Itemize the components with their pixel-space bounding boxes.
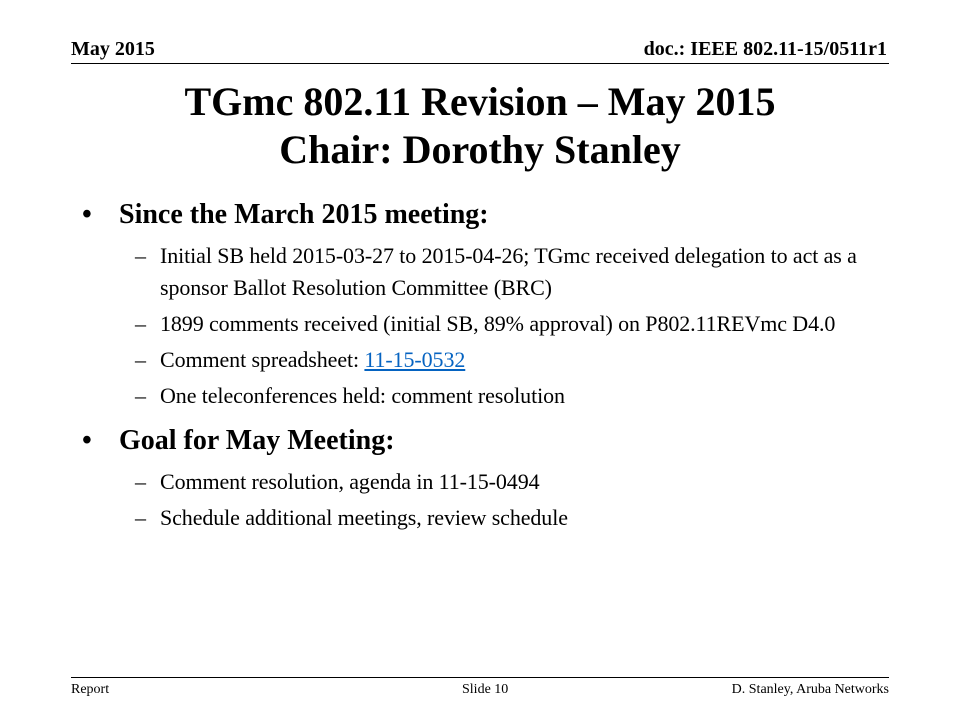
slide-title: [80, 78, 880, 174]
sub-bullet-schedule: [82, 502, 882, 534]
sub-bullet-initial-sb: [82, 240, 882, 304]
bullet-icon: •: [82, 199, 92, 230]
bullet-heading-since-march: [82, 198, 882, 232]
bullet-icon: •: [82, 425, 92, 456]
dash-icon: –: [135, 311, 146, 336]
dash-icon: –: [135, 505, 146, 530]
spreadsheet-link[interactable]: 11-15-0532: [364, 347, 466, 372]
footer-slide-number: Slide 10: [462, 682, 509, 697]
dash-icon: –: [135, 383, 146, 408]
sub-bullet-text: Schedule additional meetings, review schedule: [160, 505, 568, 530]
sub-bullet-text: One teleconferences held: comment resolution: [160, 383, 565, 408]
dash-icon: –: [135, 243, 146, 268]
slide-body: [82, 198, 882, 538]
header-doc-id: doc.: IEEE 802.11-15/0511r1: [643, 38, 887, 60]
sub-bullet-comment-resolution: [82, 466, 882, 498]
dash-icon: –: [135, 469, 146, 494]
header-divider: [71, 63, 889, 64]
footer-left: Report: [71, 682, 110, 697]
heading-text: Since the March 2015 meeting:: [119, 199, 489, 230]
title-line-2: Chair: Dorothy Stanley: [279, 127, 681, 172]
sub-bullet-text: Comment resolution, agenda in 11-15-0494: [160, 469, 540, 494]
sub-bullet-text: 1899 comments received (initial SB, 89% approval) on P802.11REVmc D4.0: [160, 311, 836, 336]
footer-divider: [71, 677, 889, 678]
sub-bullet-comments-received: [82, 308, 882, 340]
sub-bullet-teleconferences: [82, 380, 882, 412]
sub-bullet-text: Initial SB held 2015-03-27 to 2015-04-26; TGmc received delegation to act as a sponsor Ballot Resolution Committee (BRC): [160, 243, 857, 300]
sub-bullet-comment-spreadsheet: [82, 344, 882, 376]
heading-text: Goal for May Meeting:: [119, 425, 395, 456]
title-line-1: TGmc 802.11 Revision – May 2015: [184, 79, 776, 124]
bullet-heading-goal: [82, 424, 882, 458]
sub-bullet-text: Comment spreadsheet:: [160, 347, 365, 372]
footer-author: D. Stanley, Aruba Networks: [731, 682, 889, 697]
dash-icon: –: [135, 347, 146, 372]
header-date: May 2015: [71, 38, 155, 60]
